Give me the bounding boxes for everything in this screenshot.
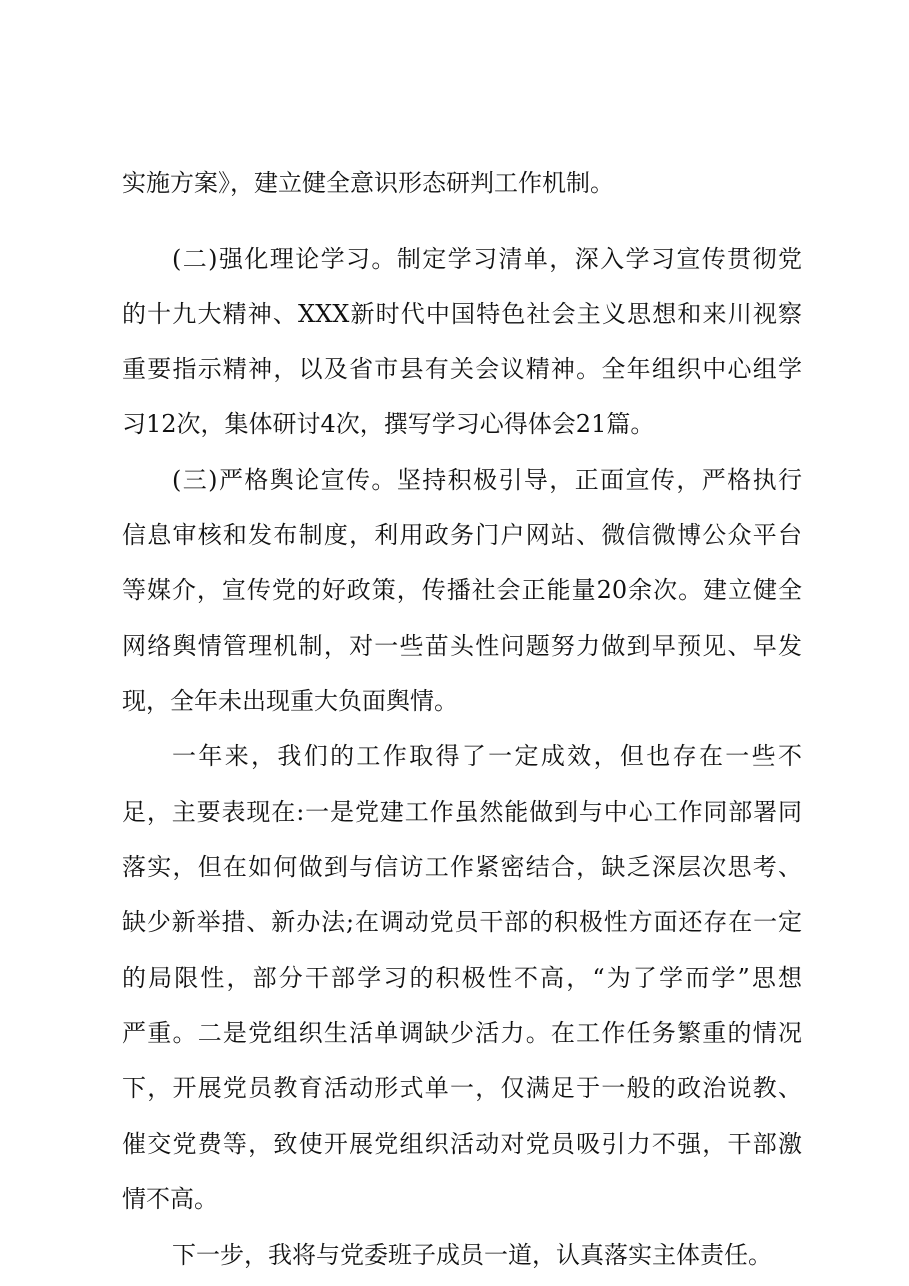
paragraph-line: 足，主要表现在:一是党建工作虽然能做到与中心工作同部署同 — [122, 798, 802, 826]
paragraph-line: 下，开展党员教育活动形式单一，仅满足于一般的政治说教、 — [122, 1074, 802, 1102]
paragraph-line: (三)严格舆论宣传。坚持积极引导，正面宣传，严格执行 — [172, 466, 802, 494]
paragraph-line: (二)强化理论学习。制定学习清单，深入学习宣传贯彻党 — [172, 245, 802, 273]
paragraph-line: 重要指示精神，以及省市县有关会议精神。全年组织中心组学 — [122, 355, 802, 383]
paragraph-line: 习12次，集体研讨4次，撰写学习心得体会21篇。 — [122, 410, 655, 438]
paragraph-line: 信息审核和发布制度，利用政务门户网站、微信微博公众平台 — [122, 521, 802, 549]
paragraph-line: 催交党费等，致使开展党组织活动对党员吸引力不强，干部激 — [122, 1130, 802, 1158]
paragraph-line: 缺少新举措、新办法;在调动党员干部的积极性方面还存在一定 — [122, 908, 802, 936]
paragraph-line: 现，全年未出现重大负面舆情。 — [122, 687, 458, 715]
paragraph-line: 下一步，我将与党委班子成员一道，认真落实主体责任。 — [172, 1241, 772, 1269]
paragraph-line: 情不高。 — [122, 1185, 218, 1213]
paragraph-line: 实施方案》，建立健全意识形态研判工作机制。 — [122, 169, 614, 197]
paragraph-line: 严重。二是党组织生活单调缺少活力。在工作任务繁重的情况 — [122, 1019, 802, 1047]
paragraph-line: 等媒介，宣传党的好政策，传播社会正能量20余次。建立健全 — [122, 576, 802, 604]
paragraph-line: 网络舆情管理机制，对一些苗头性问题努力做到早预见、早发 — [122, 632, 802, 660]
paragraph-line: 的十九大精神、XXX新时代中国特色社会主义思想和来川视察 — [122, 300, 802, 328]
paragraph-line: 落实，但在如何做到与信访工作紧密结合，缺乏深层次思考、 — [122, 853, 802, 881]
paragraph-line: 的局限性，部分干部学习的积极性不高，“为了学而学”思想 — [122, 964, 802, 992]
paragraph-line: 一年来，我们的工作取得了一定成效，但也存在一些不 — [172, 742, 802, 770]
